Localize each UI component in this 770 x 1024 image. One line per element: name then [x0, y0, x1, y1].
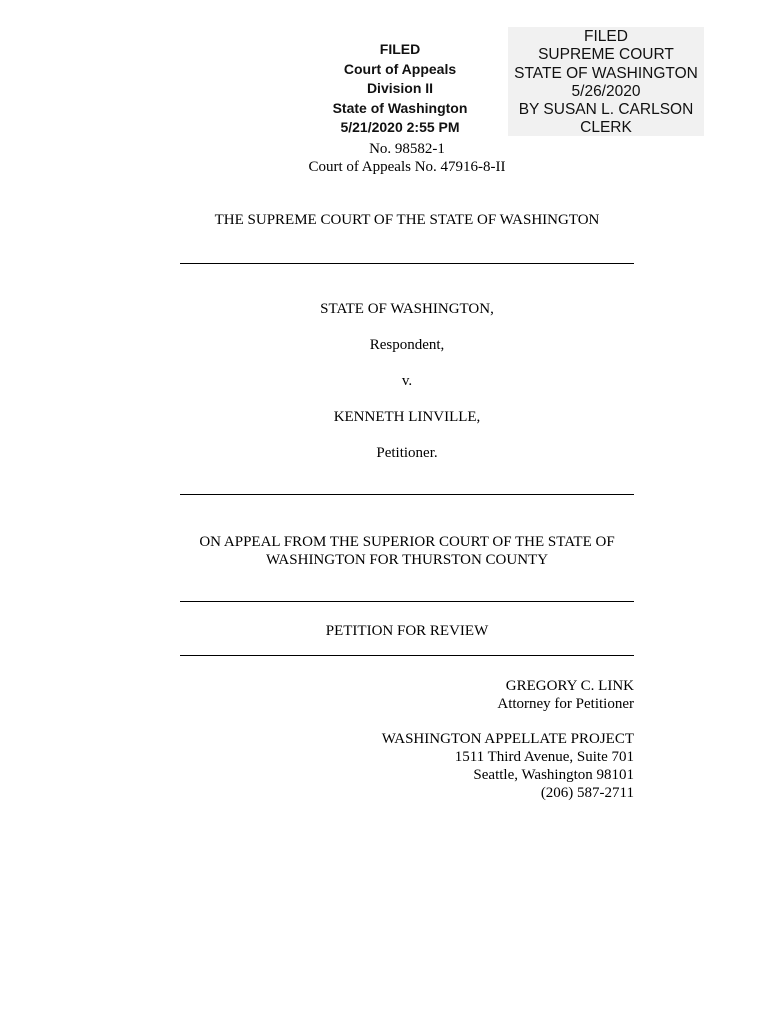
- appeal-line-2: WASHINGTON FOR THURSTON COUNTY: [265, 552, 549, 568]
- divider-rule: [180, 263, 634, 264]
- organization-address: 1511 Third Avenue, Suite 701: [454, 749, 634, 765]
- stamp-line: FILED: [584, 28, 628, 45]
- case-number: No. 98582-1: [369, 141, 445, 157]
- organization-phone: (206) 587-2711: [540, 785, 634, 801]
- organization-city: Seattle, Washington 98101: [473, 767, 634, 783]
- stamp-line: State of Washington: [332, 99, 468, 116]
- stamp-line: STATE OF WASHINGTON: [514, 64, 698, 82]
- attorney-block: [300, 677, 634, 713]
- divider-rule: [180, 655, 634, 656]
- court-of-appeals-filed-stamp: [322, 40, 478, 138]
- attorney-role: Attorney for Petitioner: [497, 696, 634, 712]
- document-title: PETITION FOR REVIEW: [325, 623, 489, 639]
- petitioner-name: KENNETH LINVILLE,: [333, 409, 481, 425]
- stamp-line: 5/26/2020: [571, 82, 641, 100]
- stamp-line: Court of Appeals: [343, 60, 457, 77]
- supreme-court-filed-stamp: [508, 27, 704, 136]
- stamp-line: CLERK: [580, 119, 632, 137]
- divider-rule: [180, 601, 634, 602]
- versus: v.: [401, 373, 413, 389]
- attorney-name: GREGORY C. LINK: [505, 678, 634, 694]
- stamp-line: 5/21/2020 2:55 PM: [340, 119, 460, 135]
- court-of-appeals-number: Court of Appeals No. 47916-8-II: [308, 159, 506, 175]
- respondent-name: STATE OF WASHINGTON,: [320, 301, 494, 317]
- respondent-role: Respondent,: [369, 337, 445, 353]
- stamp-line: FILED: [379, 41, 421, 57]
- stamp-line: SUPREME COURT: [538, 46, 674, 64]
- divider-rule: [180, 494, 634, 495]
- court-title: THE SUPREME COURT OF THE STATE OF WASHINGTON: [214, 212, 600, 228]
- stamp-line: BY SUSAN L. CARLSON: [518, 101, 694, 119]
- organization-block: [300, 730, 634, 802]
- petitioner-role: Petitioner.: [376, 445, 438, 461]
- organization-name: WASHINGTON APPELLATE PROJECT: [381, 731, 634, 747]
- stamp-line: Division II: [366, 80, 434, 96]
- appeal-line-1: ON APPEAL FROM THE SUPERIOR COURT OF THE STATE OF: [199, 534, 615, 550]
